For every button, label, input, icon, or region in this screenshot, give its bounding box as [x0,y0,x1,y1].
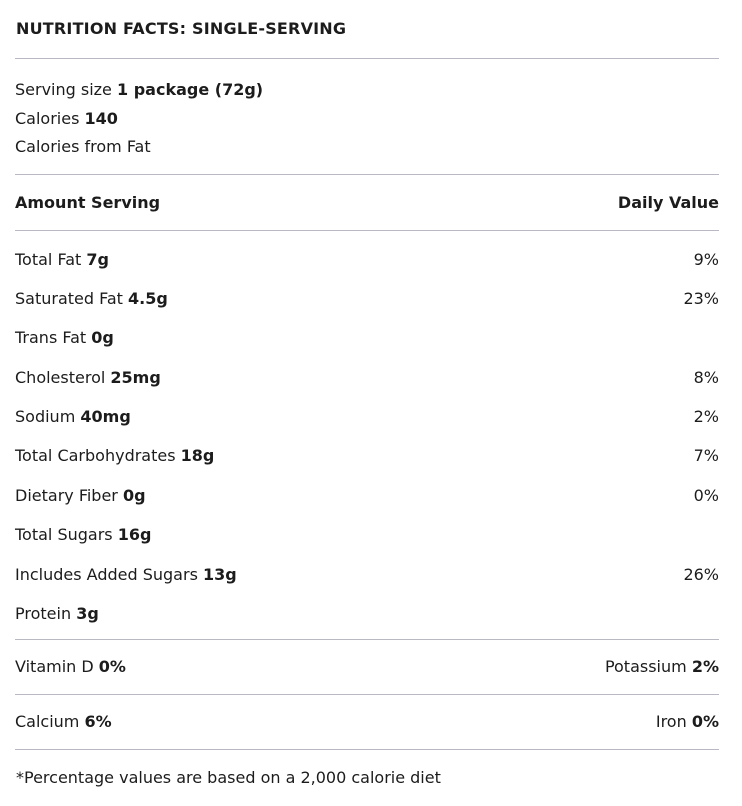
nutrient-daily-value: 8% [693,367,719,387]
vitamin-d-value: 0% [98,657,126,677]
nutrient-amount: 0g [122,485,146,505]
iron-label: Iron [655,712,687,732]
panel-title: NUTRITION FACTS: SINGLE-SERVING [16,19,347,38]
column-header [15,175,719,230]
nutrient-row-total-fat [15,240,719,279]
serving-summary [15,59,719,174]
vitamin-row-2 [15,695,719,749]
nutrient-daily-value: 2% [693,407,719,427]
nutrition-facts-panel [15,0,719,806]
nutrient-label: Cholesterol [15,367,106,387]
amount-serving-header: Amount Serving [15,192,161,212]
nutrient-list [15,231,719,640]
nutrient-label: Saturated Fat [15,288,123,308]
serving-size-value: 1 package (72g) [117,80,264,99]
nutrient-amount: 25mg [110,367,161,387]
nutrient-row-total-sugars [15,515,719,554]
nutrient-label: Total Fat [15,249,82,269]
nutrient-daily-value: 7% [693,446,719,466]
nutrient-label: Total Sugars [15,525,113,545]
nutrient-label: Trans Fat [15,328,87,348]
calories-from-fat-label: Calories from Fat [15,137,151,156]
nutrient-amount: 40mg [80,407,131,427]
nutrient-label: Protein [15,604,72,624]
nutrient-row-total-carbohydrates [15,436,719,475]
footnote: *Percentage values are based on a 2,000 calorie diet [16,768,441,788]
nutrient-row-dietary-fiber [15,476,719,515]
potassium-value: 2% [691,657,719,677]
calcium-label: Calcium [15,712,80,732]
nutrient-amount: 4.5g [128,288,168,308]
calcium-value: 6% [84,712,112,732]
nutrient-label: Includes Added Sugars [15,564,198,584]
calories-from-fat-line [15,133,719,162]
nutrient-label: Dietary Fiber [15,485,118,505]
calories-line [15,105,719,134]
nutrient-daily-value: 23% [683,288,719,308]
calories-value: 140 [84,108,118,128]
nutrient-label: Total Carbohydrates [15,446,176,466]
nutrient-amount: 16g [117,525,152,545]
iron-value: 0% [691,712,719,732]
nutrient-daily-value: 26% [683,564,719,584]
nutrient-daily-value: 9% [693,249,719,269]
serving-size-line [15,76,719,105]
nutrient-row-sodium [15,397,719,436]
nutrient-amount: 3g [76,604,99,624]
vitamin-d-label: Vitamin D [15,657,94,677]
nutrient-amount: 13g [203,564,237,584]
nutrient-amount: 18g [180,446,215,466]
serving-size-label: Serving size [15,80,112,99]
nutrient-row-saturated-fat [15,279,719,318]
nutrient-row-cholesterol [15,358,719,397]
nutrient-row-protein [15,594,719,633]
calories-label: Calories [15,108,80,128]
potassium-label: Potassium [604,657,687,677]
nutrient-amount: 0g [91,328,114,348]
nutrient-row-added-sugars [15,555,719,594]
nutrient-amount: 7g [86,249,109,269]
nutrient-daily-value: 0% [693,485,719,505]
nutrient-label: Sodium [15,407,76,427]
daily-value-header: Daily Value [617,192,719,212]
nutrient-row-trans-fat [15,318,719,357]
vitamin-row-1 [15,640,719,694]
